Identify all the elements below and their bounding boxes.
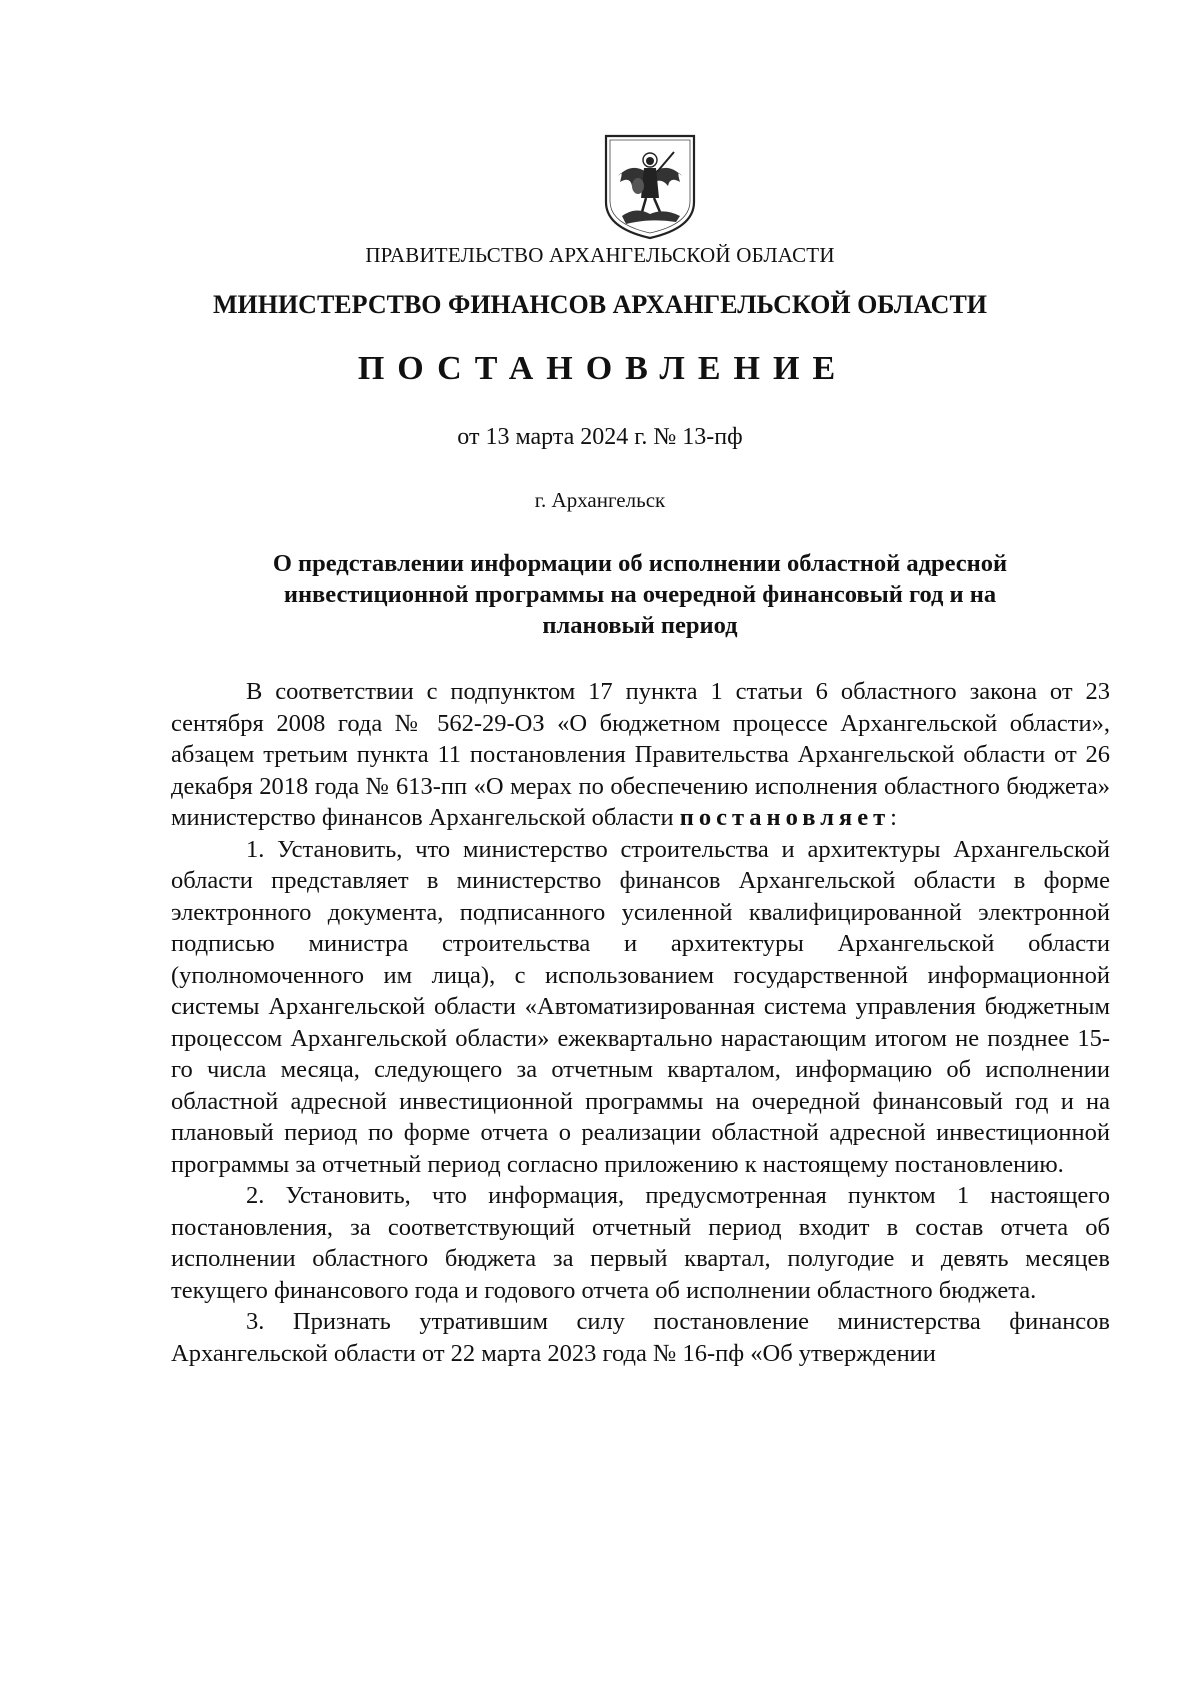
document-body (171, 676, 1110, 1369)
document-date-number: от 13 марта 2024 г. № 13-пф (457, 424, 743, 450)
ministry-header: МИНИСТЕРСТВО ФИНАНСОВ АРХАНГЕЛЬСКОЙ ОБЛАСТИ (212, 290, 988, 319)
preamble-text: В соответствии с подпунктом 17 пункта 1 статьи 6 областного закона от 23 сентября 2008 года № 562-29-ОЗ «О бюджетном процессе Архангельской области», абзацем третьим пункта 11 постановления Правительства Архангельской области от 26 декабря 2018 года № 613-пп «О мерах по обеспечению исполнения областного бюджета» министерство финансов Архангельской области (171, 678, 1110, 831)
preamble-paragraph (171, 676, 1110, 834)
government-header: ПРАВИТЕЛЬСТВО АРХАНГЕЛЬСКОЙ ОБЛАСТИ (365, 243, 835, 267)
decree-colon: : (890, 804, 897, 831)
clause-1: 1. Установить, что министерство строительства и архитектуры Архангельской области представляет в министерство финансов Архангельской области в форме электронного документа, подписанного усиленной квалифицированной электронной подписью министра строительства и архитектуры Архангельской области (уполномоченного им лица), с использованием государственной информационной системы Архангельской области «Автоматизированная система управления бюджетным процессом Архангельской области» ежеквартально нарастающим итогом не позднее 15-го числа месяца, следующего за отчетным кварталом, информацию об исполнении областной адресной инвестиционной программы на очередной финансовый год и на плановый период по форме отчета о реализации областной адресной инвестиционной программы за отчетный период согласно приложению к настоящему постановлению. (171, 835, 1110, 1178)
clause-2: 2. Установить, что информация, предусмотренная пунктом 1 настоящего постановления, за соответствующий отчетный период входит в состав отчета об исполнении областного бюджета за первый квартал, полугодие и девять месяцев текущего финансового года и годового отчета об исполнении областного бюджета. (171, 1182, 1110, 1304)
clause-3: 3. Признать утратившим силу постановление министерства финансов Архангельской области от 22 марта 2023 года № 16-пф «Об утверждении (171, 1308, 1110, 1367)
coat-of-arms-archangel-icon (602, 132, 698, 242)
document-city: г. Архангельск (534, 488, 666, 512)
decree-word: постановляет (679, 804, 891, 831)
document-type: ПОСТАНОВЛЕНИЕ (357, 350, 849, 387)
document-title: О представлении информации об исполнении областной адресной инвестиционной программы на очередной финансовый год и на плановый период (272, 550, 1008, 639)
